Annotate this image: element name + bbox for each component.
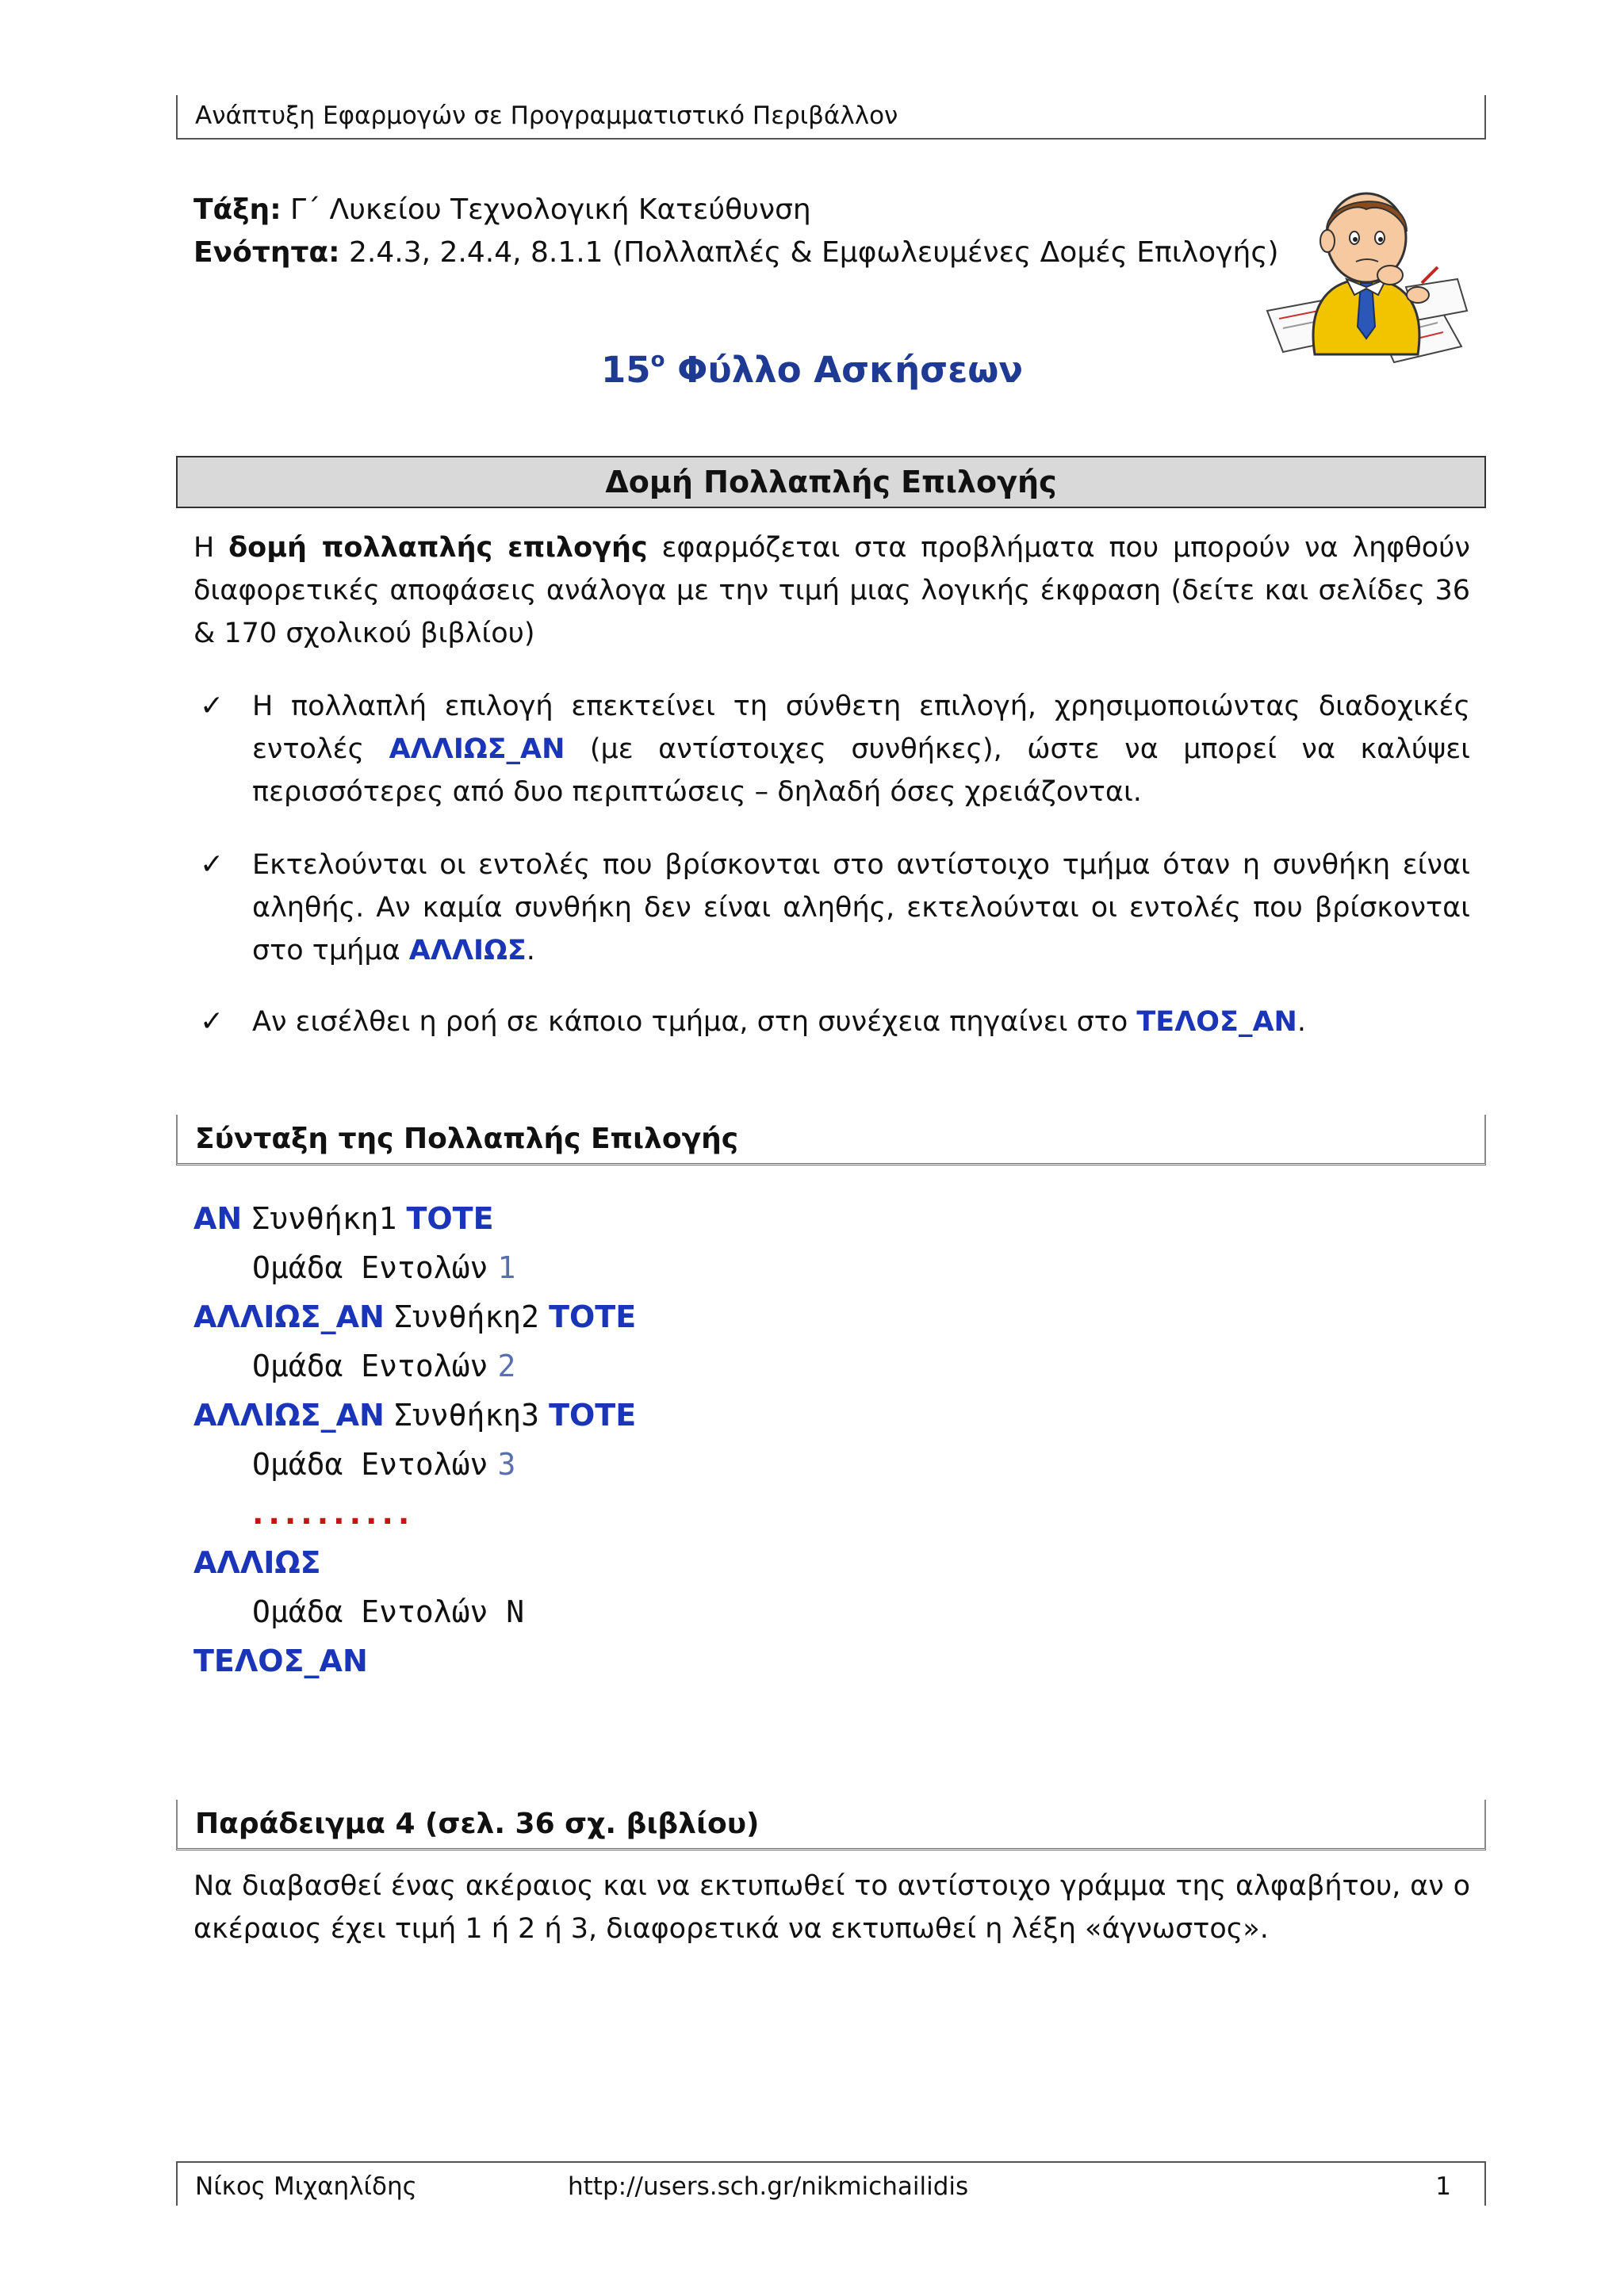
bullet-item <box>193 685 1470 813</box>
code-line: Ομάδα Εντολών Ν <box>252 1594 525 1629</box>
keyword: ΑΛΛΙΩΣ <box>408 935 527 966</box>
code-line: Ομάδα Εντολών 2 <box>252 1349 516 1383</box>
syntax-heading-text: Σύνταξη της Πολλαπλής Επιλογής <box>195 1123 739 1155</box>
keyword: ΑΛΛΙΩΣ_ΑΝ <box>389 733 565 765</box>
code-line: ΑΝ Συνθήκη1 ΤΟΤΕ <box>193 1201 494 1236</box>
page-footer <box>176 2161 1486 2206</box>
sheet-title-text: Φύλλο Ασκήσεων <box>677 349 1024 391</box>
keyword: ΤΕΛΟΣ_ΑΝ <box>1136 1006 1297 1038</box>
bullet-item <box>193 844 1470 972</box>
example-heading <box>176 1800 1486 1850</box>
bullet-text: Αν εισέλθει η ροή σε κάποιο τμήμα, στη συνέχεια πηγαίνει στο ΤΕΛΟΣ_ΑΝ. <box>252 1006 1306 1038</box>
intro-paragraph <box>193 526 1470 655</box>
page-header <box>176 95 1486 140</box>
code-line: ΑΛΛΙΩΣ_ΑΝ Συνθήκη3 ΤΟΤΕ <box>193 1398 637 1433</box>
code-line <box>193 1489 636 1538</box>
example-paragraph: Να διαβασθεί ένας ακέραιος και να εκτυπωθεί το αντίστοιχο γράμμα της αλφαβήτου, αν ο ακέραιος έχει τιμή 1 ή 2 ή 3, διαφορετικά να εκτυπωθεί η λέξη «άγνωστος». <box>193 1870 1470 1945</box>
section-heading: Δομή Πολλαπλής Επιλογής <box>176 456 1486 508</box>
footer-author: Νίκος Μιχαηλίδης <box>195 2172 417 2201</box>
intro-lead: Η <box>193 532 215 564</box>
sheet-title <box>0 349 1624 391</box>
syntax-heading <box>176 1115 1486 1165</box>
class-label: Τάξη: <box>193 193 282 226</box>
code-line: ΑΛΛΙΩΣ <box>193 1545 321 1580</box>
code-line: Ομάδα Εντολών 3 <box>252 1447 516 1482</box>
unit-line <box>193 232 1279 274</box>
code-line: ΑΛΛΙΩΣ_ΑΝ Συνθήκη2 ΤΟΤΕ <box>193 1299 637 1334</box>
intro-bold: δομή πολλαπλής επιλογής <box>228 532 648 564</box>
class-line <box>193 189 1279 232</box>
ellipsis-dots: .......... <box>252 1496 415 1531</box>
bullet-item <box>193 1001 1470 1043</box>
example-heading-text: Παράδειγμα 4 (σελ. 36 σχ. βιβλίου) <box>195 1808 760 1840</box>
check-mark-icon: ✓ <box>200 848 224 881</box>
footer-url[interactable]: http://users.sch.gr/nikmichailidis <box>568 2172 969 2201</box>
check-mark-icon: ✓ <box>200 690 224 722</box>
page-number: 1 <box>1435 2172 1451 2201</box>
sheet-number: 15 <box>600 349 651 391</box>
syntax-code-block <box>193 1194 636 1686</box>
bullet-text: Εκτελούνται οι εντολές που βρίσκονται στο αντίστοιχο τμήμα όταν η συνθήκη είναι αληθής. Αν καμία συνθήκη δεν είναι αληθής, εκτελούνται οι εντολές που βρίσκονται στο τμήμα ΑΛΛΙΩΣ. <box>252 849 1470 966</box>
check-mark-icon: ✓ <box>200 1005 224 1038</box>
unit-label: Ενότητα: <box>193 236 340 269</box>
unit-value: 2.4.3, 2.4.4, 8.1.1 (Πολλαπλές & Εμφωλευμένες Δομές Επιλογής) <box>349 236 1279 269</box>
code-line: ΤΕΛΟΣ_ΑΝ <box>193 1644 368 1678</box>
class-value: Γ΄ Λυκείου Τεχνολογική Κατεύθυνση <box>290 193 811 226</box>
intro-rest: εφαρμόζεται στα προβλήματα που μπορούν να ληφθούν διαφορετικές αποφάσεις ανάλογα με την τιμή μιας λογικής έκφραση (δείτε και σελίδες 36 & 170 σχολικού βιβλίου) <box>193 532 1470 649</box>
header-text: Ανάπτυξη Εφαρμογών σε Προγραμματιστικό Περιβάλλον <box>195 101 898 130</box>
document-meta <box>193 189 1279 274</box>
student-avatar-illustration <box>1259 168 1473 366</box>
sheet-number-sup: ο <box>650 348 665 372</box>
code-line: Ομάδα Εντολών 1 <box>252 1250 516 1285</box>
bullet-text: Η πολλαπλή επιλογή επεκτείνει τη σύνθετη επιλογή, χρησιμοποιώντας διαδοχικές εντολές ΑΛΛΙΩΣ_ΑΝ (με αντίστοιχες συνθήκες), ώστε να μπορεί να καλύψει περισσότερες από δυο περιπτώσεις – δηλαδή όσες χρειάζονται. <box>252 691 1470 808</box>
